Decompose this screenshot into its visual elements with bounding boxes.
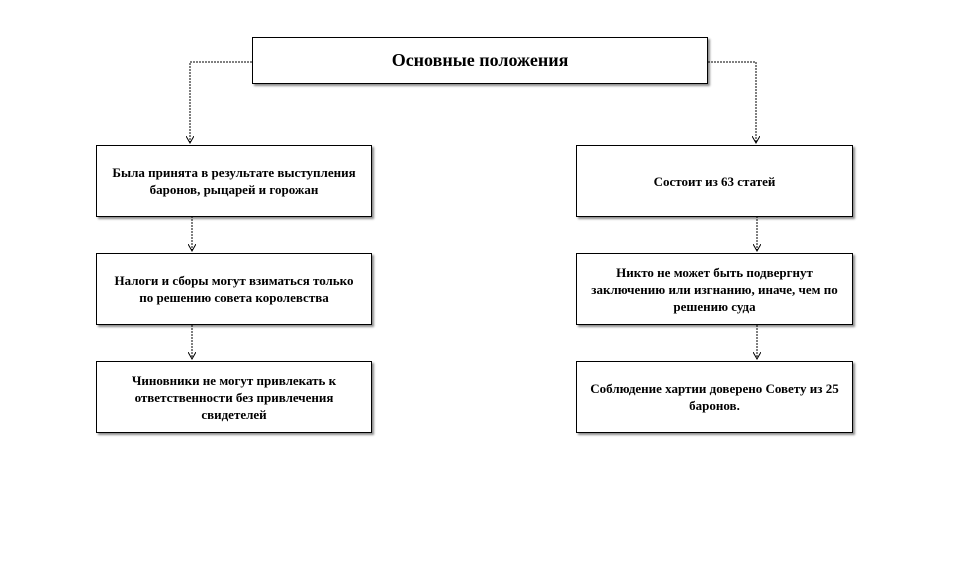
left-node-taxes-text: Налоги и сборы могут взиматься только по решению совета королевства <box>114 273 354 305</box>
connector-title-to-left <box>190 62 252 143</box>
connector-title-to-right <box>708 62 756 143</box>
diagram-title-box <box>252 37 708 84</box>
right-node-imprisonment-text: Никто не может быть подвергнут заключению или изгнанию, иначе, чем по решению суда <box>591 264 838 314</box>
left-node-adoption <box>96 145 372 217</box>
right-node-council-text: Соблюдение хартии доверено Совету из 25 баронов. <box>590 381 839 413</box>
right-node-imprisonment <box>576 253 853 325</box>
right-node-articles <box>576 145 853 217</box>
right-node-council <box>576 361 853 433</box>
diagram-title: Основные положения <box>391 50 569 70</box>
left-node-adoption-text: Была принята в результате выступления баронов, рыцарей и горожан <box>112 165 356 197</box>
right-node-articles-text: Состоит из 63 статей <box>653 173 776 189</box>
left-node-officials <box>96 361 372 433</box>
left-node-taxes <box>96 253 372 325</box>
left-node-officials-text: Чиновники не могут привлекать к ответственности без привлечения свидетелей <box>131 372 337 422</box>
